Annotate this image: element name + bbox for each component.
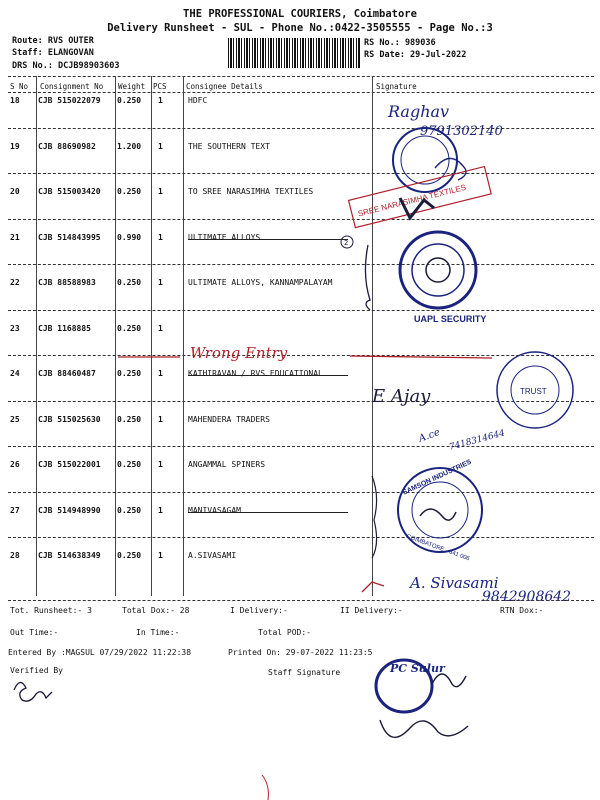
bracket-mark bbox=[372, 476, 377, 558]
entered-by: Entered By :MAGSUL 07/29/2022 11:22:38 bbox=[8, 648, 192, 657]
route-label: Route: RVS OUTER bbox=[12, 36, 94, 46]
total-pod: Total POD:- bbox=[258, 628, 311, 637]
tick-mark bbox=[362, 582, 384, 592]
svg-text:UAPL SECURITY: UAPL SECURITY bbox=[414, 314, 487, 324]
cell-consignment: CJB 88460487 bbox=[38, 369, 96, 378]
row28-phone: 9842908642 bbox=[482, 589, 572, 605]
cell-weight: 0.250 bbox=[117, 187, 142, 196]
col-consignee: Consignee Details bbox=[186, 82, 263, 91]
rs-date: RS Date: 29-Jul-2022 bbox=[364, 50, 467, 60]
bracket-mark bbox=[365, 245, 370, 310]
col-weight: Weight bbox=[118, 82, 146, 91]
cell-weight: 0.250 bbox=[117, 369, 142, 378]
cell-sno: 25 bbox=[10, 414, 20, 424]
cell-sno: 18 bbox=[10, 96, 20, 105]
cell-pcs: 1 bbox=[158, 96, 163, 105]
cell-weight: 0.250 bbox=[117, 460, 142, 469]
cell-consignee: THE SOUTHERN TEXT bbox=[188, 141, 270, 151]
cell-weight: 0.990 bbox=[117, 232, 142, 242]
cell-pcs: 1 bbox=[158, 323, 163, 333]
row25-phone: 7418314644 bbox=[448, 428, 507, 453]
out-time: Out Time:- bbox=[10, 628, 59, 637]
cell-sno: 24 bbox=[10, 369, 20, 378]
company-title: THE PROFESSIONAL COURIERS, Coimbatore bbox=[183, 8, 417, 20]
cell-pcs: 1 bbox=[158, 369, 163, 378]
svg-text:SAMSON INDUSTRIES: SAMSON INDUSTRIES bbox=[401, 458, 473, 497]
cell-consignment: CJB 514843995 bbox=[38, 232, 101, 242]
col-consignment: Consignment No bbox=[40, 82, 104, 91]
row24-signature: E Ajay bbox=[372, 386, 431, 407]
cell-weight: 1.200 bbox=[117, 141, 142, 151]
col-sno: S No bbox=[10, 82, 29, 91]
cell-sno: 23 bbox=[10, 323, 20, 333]
cell-consignment: CJB 88588983 bbox=[38, 278, 96, 287]
col-pcs: PCS bbox=[153, 82, 167, 91]
in-time: In Time:- bbox=[136, 628, 180, 637]
cell-weight: 0.250 bbox=[117, 323, 142, 333]
cell-pcs: 1 bbox=[158, 505, 163, 515]
staff-signature-label: Staff Signature bbox=[268, 668, 341, 677]
drs-number: DRS No.: DCJB98903603 bbox=[12, 61, 120, 71]
cell-weight: 0.250 bbox=[117, 505, 142, 515]
cell-sno: 26 bbox=[10, 460, 20, 469]
cell-sno: 19 bbox=[10, 141, 20, 151]
tot-runsheet: Tot. Runsheet:- 3 bbox=[10, 606, 92, 615]
cell-weight: 0.250 bbox=[117, 96, 142, 105]
ii-delivery: II Delivery:- bbox=[340, 606, 403, 615]
cell-weight: 0.250 bbox=[117, 551, 142, 560]
svg-text:SREE NARASIMHA TEXTILES: SREE NARASIMHA TEXTILES bbox=[357, 182, 467, 219]
footer-top-rule bbox=[8, 600, 594, 601]
wrong-entry-text: Wrong Entry bbox=[190, 344, 288, 362]
total-dox: Total Dox:- 28 bbox=[122, 606, 190, 615]
row18-phone: 9791302140 bbox=[420, 124, 503, 139]
cell-sno: 28 bbox=[10, 551, 20, 560]
verified-signature bbox=[14, 682, 52, 701]
circle-mark-number: 2 bbox=[344, 239, 349, 247]
stamp-samson bbox=[398, 459, 482, 563]
cell-consignee: ANGAMMAL SPINERS bbox=[188, 460, 266, 469]
stamp-security bbox=[400, 232, 486, 324]
cell-consignment: CJB 514948990 bbox=[38, 505, 101, 515]
cell-consignment: CJB 515022001 bbox=[38, 460, 101, 469]
cell-consignee: KATHIRAVAN / RVS EDUCATIONAL bbox=[188, 369, 323, 378]
svg-text:PC Sulur: PC Sulur bbox=[390, 662, 445, 675]
cell-weight: 0.250 bbox=[117, 278, 142, 287]
stamp-red-textiles bbox=[349, 167, 492, 228]
cell-consignment: CJB 514638349 bbox=[38, 551, 101, 560]
pen-mark bbox=[262, 775, 268, 800]
cell-pcs: 1 bbox=[158, 141, 163, 151]
cell-sno: 27 bbox=[10, 505, 20, 515]
runsheet-subtitle: Delivery Runsheet - SUL - Phone No.:0422-3505555 - Page No.:3 bbox=[107, 22, 493, 34]
cell-consignment: CJB 1168885 bbox=[38, 323, 91, 333]
svg-text:COIMBATORE - 641 006: COIMBATORE - 641 006 bbox=[405, 533, 471, 563]
cell-consignee: HDFC bbox=[188, 96, 208, 105]
cell-weight: 0.250 bbox=[117, 414, 142, 424]
svg-text:TRUST: TRUST bbox=[520, 387, 547, 396]
col-signature: Signature bbox=[376, 82, 417, 91]
cell-consignee: A.SIVASAMI bbox=[188, 551, 237, 560]
cell-consignee: ULTIMATE ALLOYS bbox=[188, 232, 261, 242]
cell-consignment: CJB 88690982 bbox=[38, 141, 96, 151]
stamp-trust bbox=[497, 352, 573, 428]
strike-line bbox=[350, 356, 492, 358]
cell-consignment: CJB 515022079 bbox=[38, 96, 101, 105]
cell-consignment: CJB 515025630 bbox=[38, 414, 101, 424]
cell-consignee: ULTIMATE ALLOYS, KANNAMPALAYAM bbox=[188, 278, 333, 287]
cell-pcs: 1 bbox=[158, 414, 163, 424]
row18-signature: Raghav bbox=[388, 102, 450, 121]
cell-sno: 21 bbox=[10, 232, 20, 242]
cell-consignee: MAHENDERA TRADERS bbox=[188, 414, 270, 424]
stamp-pc-sulur bbox=[376, 660, 446, 712]
cell-pcs: 1 bbox=[158, 278, 163, 287]
row25-signature: A.ce bbox=[417, 426, 442, 445]
cell-sno: 22 bbox=[10, 278, 20, 287]
cell-pcs: 1 bbox=[158, 187, 163, 196]
row28-signature: A. Sivasami bbox=[410, 574, 499, 592]
staff-label: Staff: ELANGOVAN bbox=[12, 48, 94, 58]
printed-on: Printed On: 29-07-2022 11:23:5 bbox=[228, 648, 373, 657]
cell-pcs: 1 bbox=[158, 551, 163, 560]
cell-consignee: MANIVASAGAM bbox=[188, 505, 241, 515]
rs-number: RS No.: 989036 bbox=[364, 38, 436, 48]
rtn-dox: RTN Dox:- bbox=[500, 606, 544, 615]
cell-pcs: 1 bbox=[158, 232, 163, 242]
verified-by: Verified By bbox=[10, 666, 63, 675]
cell-sno: 20 bbox=[10, 187, 20, 196]
cell-consignee: TO SREE NARASIMHA TEXTILES bbox=[188, 187, 314, 196]
i-delivery: I Delivery:- bbox=[230, 606, 288, 615]
cell-pcs: 1 bbox=[158, 460, 163, 469]
cell-consignment: CJB 515003420 bbox=[38, 187, 101, 196]
